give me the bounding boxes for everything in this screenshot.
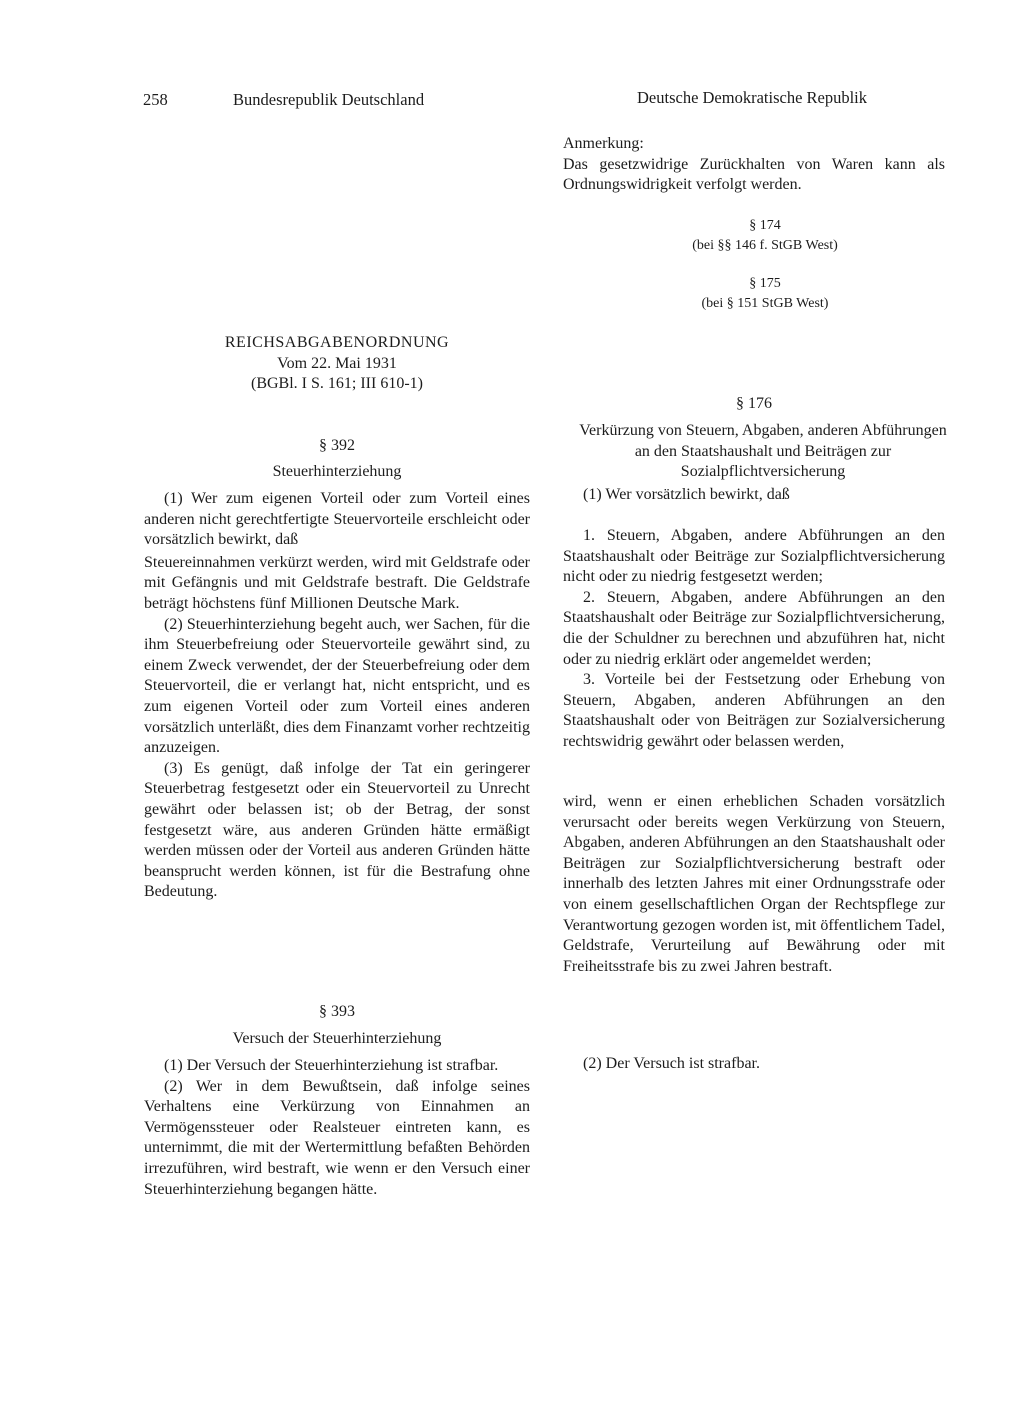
section-393-body xyxy=(144,1056,530,1200)
section-393-para-1: (1) Der Versuch der Steuerhinterziehung ist strafbar. xyxy=(164,1057,499,1074)
section-176-heading: Verkürzung von Steuern, Abgaben, anderen Abführungen an den Staatshaushalt und Beiträgen zur Sozialpflichtversicherung xyxy=(579,422,947,481)
note-block xyxy=(563,134,945,196)
section-176-item-1: 1. Steuern, Abgaben, andere Abführungen an den Staatshaushalt oder Beiträge zur Sozialpflichtversicherung nicht oder zu niedrig festgesetzt werden; xyxy=(563,527,945,586)
section-176-items xyxy=(563,526,945,753)
section-393-number: § 393 xyxy=(319,1003,355,1020)
section-176-para-1: (1) Wer vorsätzlich bewirkt, daß xyxy=(583,486,790,503)
law-title: REICHSABGABENORDNUNG xyxy=(224,334,450,351)
header-right-title: Deutsche Demokratische Republik xyxy=(637,88,868,107)
page-number: 258 xyxy=(143,90,168,109)
section-392-para-1b: Steuereinnahmen verkürzt werden, wird mit Geldstrafe oder mit Gefängnis und mit Geldstrafe bestraft. Die Geldstrafe beträgt höchstens fünf Millionen Deutsche Mark. xyxy=(144,553,530,612)
section-392-para-3: (3) Es genügt, daß infolge der Tat ein geringerer Steuerbetrag festgesetzt oder ein Steuervorteil zu Unrecht gewährt oder belassen ist; ob der Betrag, der sonst festgesetzt wäre, aus anderen Gründen hätte ermäßigt werden müssen oder der Vorteil aus anderen Gründen hätte beansprucht werden können, ist für die Bestrafung ohne Bedeutung. xyxy=(144,759,530,901)
law-date: Vom 22. Mai 1931 xyxy=(277,354,397,372)
law-title-block xyxy=(144,333,530,395)
section-175-number: § 175 xyxy=(749,276,781,291)
section-176-continuation: wird, wenn er einen erheblichen Schaden vorsätzlich verursacht oder bereits wegen Verkürzung von Steuern, Abgaben, anderen Abführungen an den Staatshaushalt oder Beiträgen zur Sozialpflichtversicherung bestraft oder innerhalb des letzten Jahres mit einer Ordnungsstrafe oder von einem gesellschaftlichen Organ der Rechtspflege zur Verantwortung gezogen worden ist, mit öffentlichem Tadel, Geldstrafe, Verurteilung auf Bewährung oder mit Freiheitsstrafe bis zu zwei Jahren bestraft. xyxy=(563,793,945,975)
section-176-item-3: 3. Vorteile bei der Festsetzung oder Erhebung von Steuern, Abgaben, anderen Abführungen an den Staatshaushalt oder von Beiträgen zur Sozialversicherung rechtswidrig gewährt oder belassen werden, xyxy=(563,671,945,750)
section-175-reference: (bei § 151 StGB West) xyxy=(701,296,829,311)
section-175-block xyxy=(620,274,910,314)
section-174-block xyxy=(620,216,910,256)
law-reference: (BGBl. I S. 161; III 610-1) xyxy=(251,375,423,393)
section-174-number: § 174 xyxy=(749,218,781,233)
section-174-reference: (bei §§ 146 f. StGB West) xyxy=(692,238,838,253)
section-176-number: § 176 xyxy=(736,395,772,412)
note-label: Anmerkung: xyxy=(563,135,644,152)
section-393-heading: Versuch der Steuerhinterziehung xyxy=(232,1030,442,1047)
section-392-para-2: (2) Steuerhinterziehung begeht auch, wer Sachen, für die ihm Steuerbefreiung oder Steuervorteile gewährt sind, zu einem Zweck verwendet, der der Steuerbefreiung oder dem Steuervorteil, die er verlangt hat, nicht entspricht, und es zum eigenen Vorteil oder zum Vorteil eines anderen vorsätzlich unterläßt, dies dem Finanzamt vorher rechtzeitig anzuzeigen. xyxy=(144,615,530,757)
section-176-intro xyxy=(563,485,945,506)
section-393-para-2: (2) Wer in dem Bewußtsein, daß infolge seines Verhaltens eine Verkürzung von Einnahmen an Vermögenssteuer oder Realsteuer eintreten kann, es unternimmt, die mit der Wertermittlung befaßten Behörden irrezuführen, wird bestraft, wie wenn er den Versuch einer Steuerhinterziehung begangen hätte. xyxy=(144,1077,530,1198)
header-left-title: Bundesrepublik Deutschland xyxy=(233,90,425,109)
section-392-number: § 392 xyxy=(319,437,355,454)
note-text: Das gesetzwidrige Zurückhalten von Waren kann als Ordnungswidrigkeit verfolgt werden. xyxy=(563,155,945,194)
section-176-para-2: (2) Der Versuch ist strafbar. xyxy=(583,1055,760,1072)
section-392-heading: Steuerhinterziehung xyxy=(272,463,402,480)
section-392-body xyxy=(144,489,530,903)
section-176-item-2: 2. Steuern, Abgaben, andere Abführungen an den Staatshaushalt oder Beiträge zur Sozialpflichtversicherung, die der Schuldner zu berechnen und abzuführen hat, nicht oder zu niedrig erklärt oder angemeldet werden; xyxy=(563,588,945,668)
section-392-para-1a: (1) Wer zum eigenen Vorteil oder zum Vorteil eines anderen nicht gerechtfertigte Steuervorteile erschleicht oder vorsätzlich bewirkt, daß xyxy=(144,490,530,549)
section-176-para-2-block xyxy=(563,1054,945,1075)
